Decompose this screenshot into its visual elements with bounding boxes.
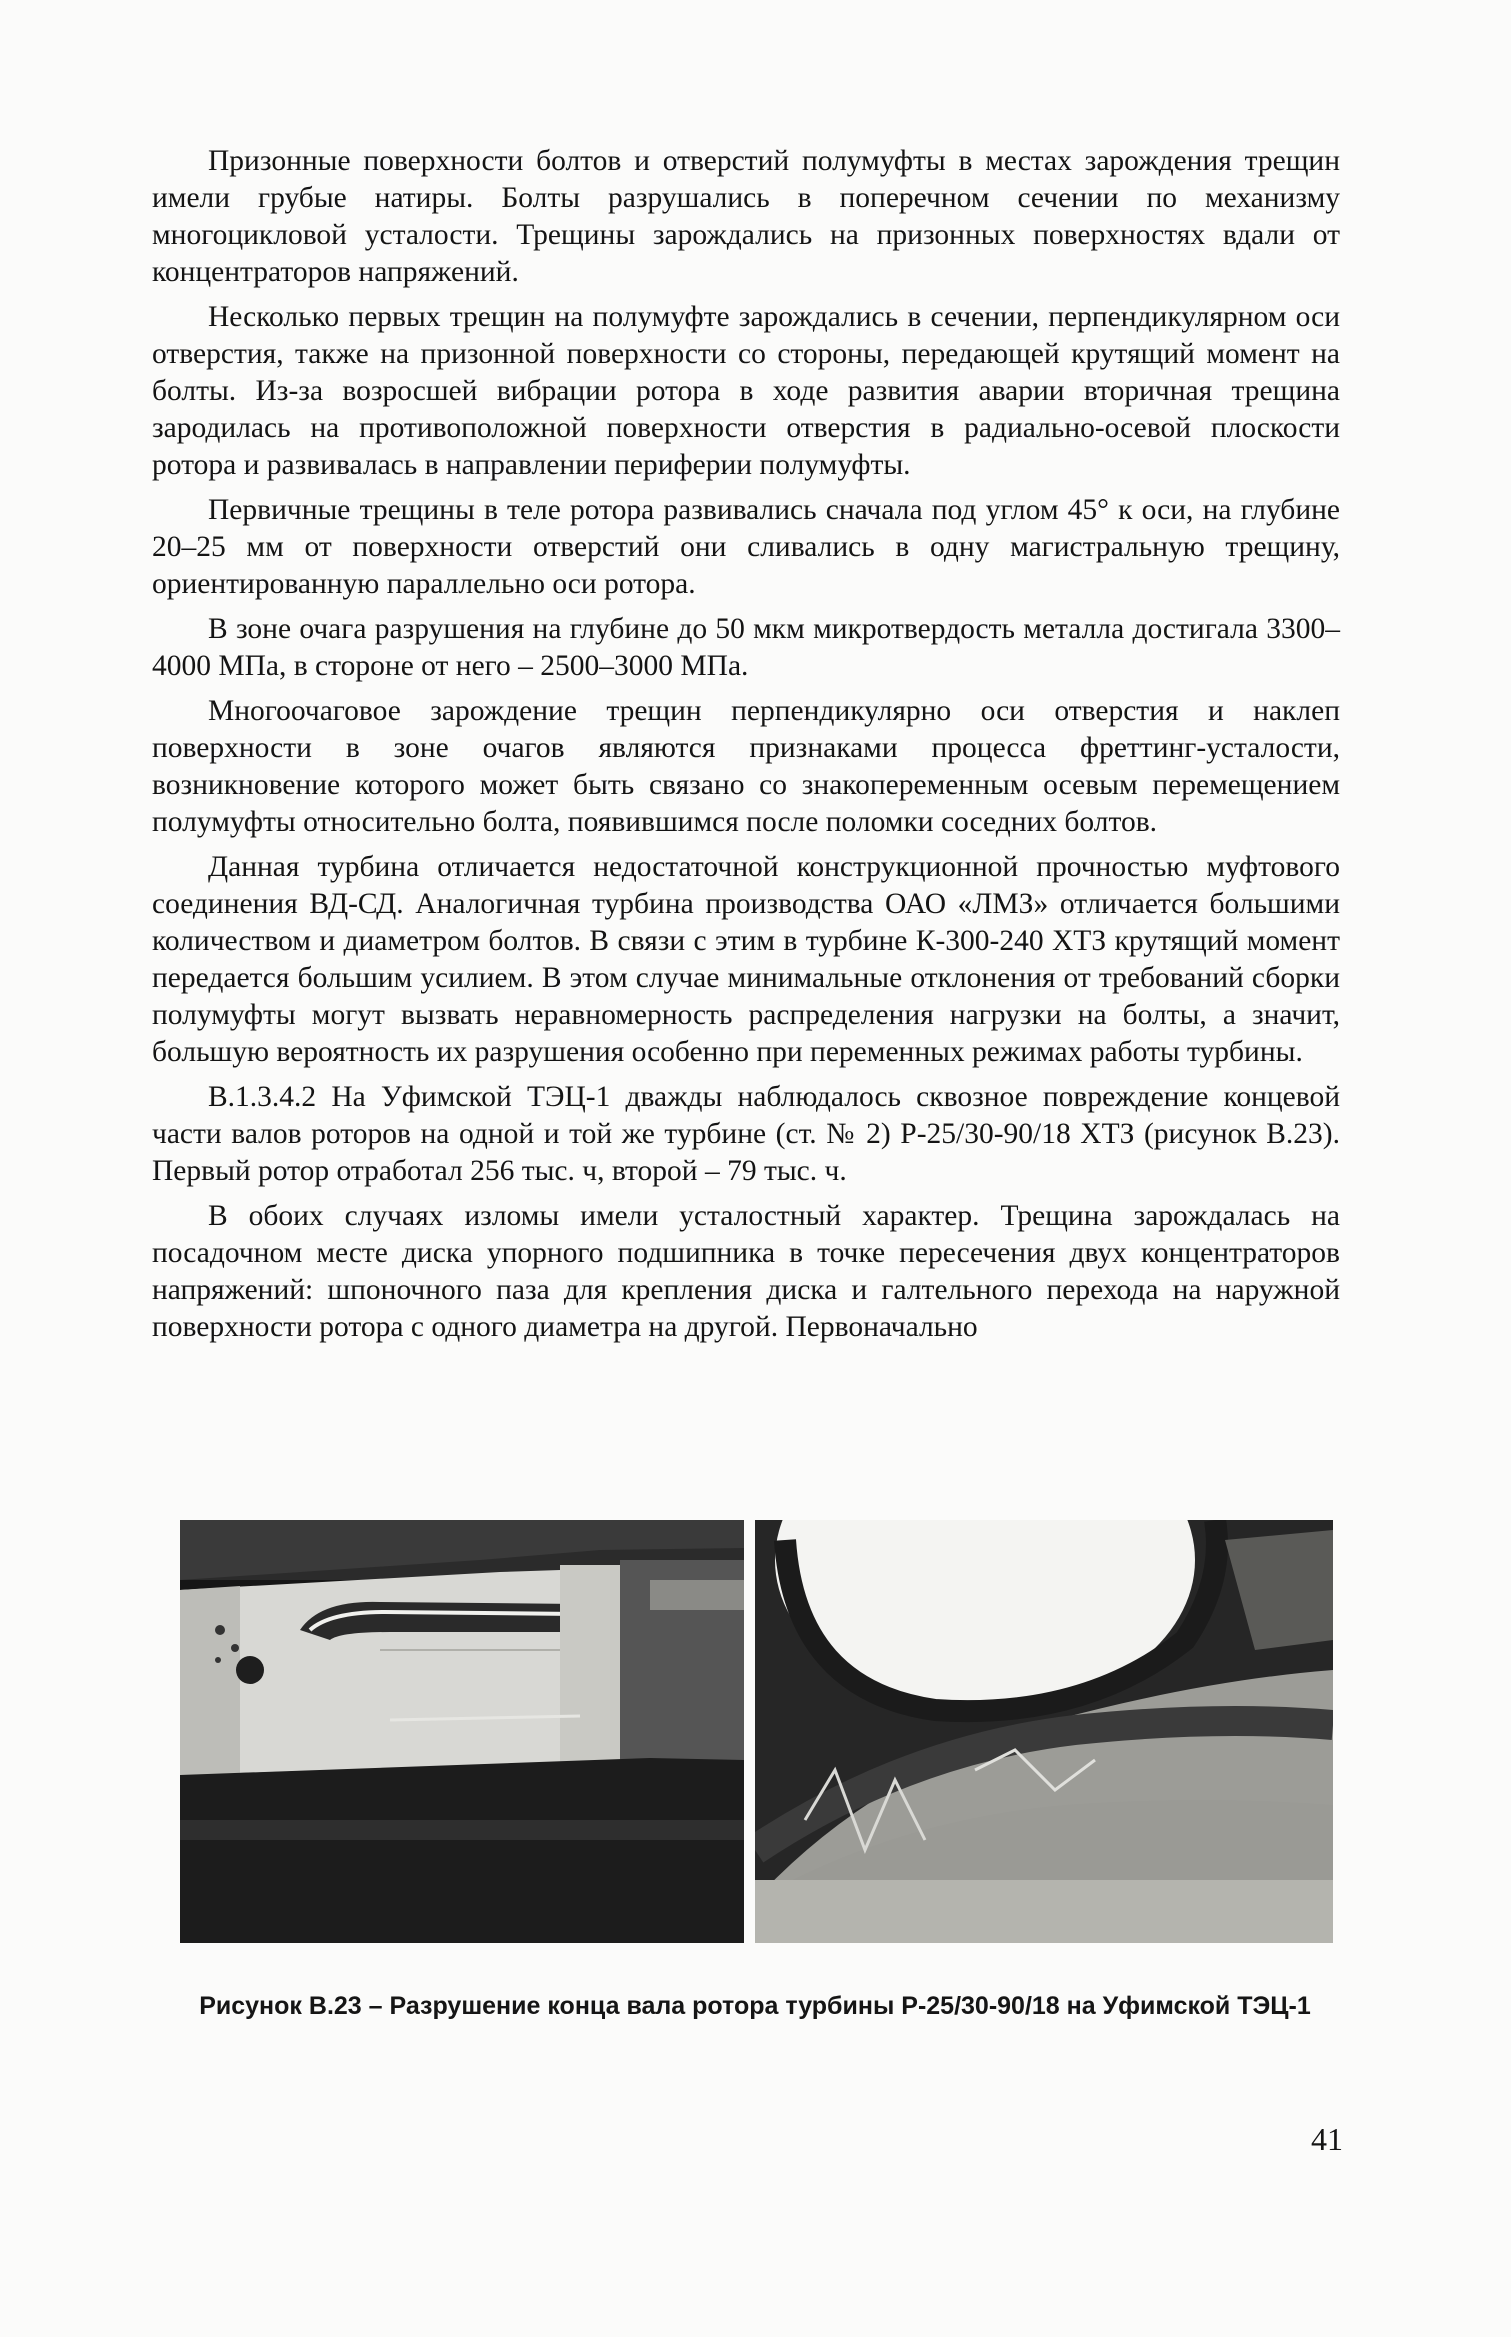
fracture-surface-photo-image	[755, 1520, 1333, 1943]
body-text	[152, 143, 1340, 1354]
paragraph-6: Данная турбина отличается недостаточной конструкционной прочностью муфтового соединения ВД-СД. Аналогичная турбина производства ОАО «ЛМЗ» отличается большими количеством и диаметром болтов. В связи с этим в турбине К-300-240 ХТЗ крутящий момент передается большим усилием. В этом случае минимальные отклонения от требований сборки полумуфты могут вызвать неравномерность распределения нагрузки на болты, а значит, большую вероятность их разрушения особенно при переменных режимах работы турбины.	[152, 851, 1340, 1068]
paragraph-2: Несколько первых трещин на полумуфте зарождались в сечении, перпендикулярном оси отверстия, также на призонной поверхности со стороны, передающей крутящий момент на болты. Из-за возросшей вибрации ротора в ходе развития аварии вторичная трещина зародилась на противоположной поверхности отверстия в радиально-осевой плоскости ротора и развивалась в направлении периферии полумуфты.	[152, 301, 1340, 481]
page-number: 41	[1311, 2121, 1343, 2157]
paragraph-5: Многоочаговое зарождение трещин перпендикулярно оси отверстия и наклеп поверхности в зоне очагов являются признаками процесса фреттинг-усталости, возникновение которого может быть связано со знакопеременным осевым перемещением полумуфты относительно болта, появившимся после поломки соседних болтов.	[152, 695, 1340, 838]
paragraph-7: В.1.3.4.2 На Уфимской ТЭЦ-1 дважды наблюдалось сквозное повреждение концевой части валов роторов на одной и той же турбине (ст. № 2) Р-25/30-90/18 ХТЗ (рисунок В.23). Первый ротор отработал 256 тыс. ч, второй – 79 тыс. ч.	[152, 1081, 1340, 1187]
figure-caption: Рисунок В.23 – Разрушение конца вала ротора турбины Р-25/30-90/18 на Уфимской ТЭЦ-1	[199, 1992, 1311, 2020]
shaft-end-photo	[180, 1520, 744, 1943]
fracture-surface-photo	[755, 1520, 1333, 1943]
figure-b23	[180, 1520, 1333, 1943]
paragraph-4: В зоне очага разрушения на глубине до 50 мкм микротвердость металла достигала 3300–4000 МПа, в стороне от него – 2500–3000 МПа.	[152, 613, 1340, 682]
paragraph-3: Первичные трещины в теле ротора развивались сначала под углом 45° к оси, на глубине 20–25 мм от поверхности отверстий они сливались в одну магистральную трещину, ориентированную параллельно оси ротора.	[152, 494, 1340, 600]
paragraph-8: В обоих случаях изломы имели усталостный характер. Трещина зарождалась на посадочном месте диска упорного подшипника в точке пересечения двух концентраторов напряжений: шпоночного паза для крепления диска и галтельного перехода на наружной поверхности ротора с одного диаметра на другой. Первоначально	[152, 1200, 1340, 1343]
paragraph-1: Призонные поверхности болтов и отверстий полумуфты в местах зарождения трещин имели грубые натиры. Болты разрушались в поперечном сечении по механизму многоцикловой усталости. Трещины зарождались на призонных поверхностях вдали от концентраторов напряжений.	[152, 145, 1340, 288]
shaft-end-photo-image	[180, 1520, 744, 1943]
